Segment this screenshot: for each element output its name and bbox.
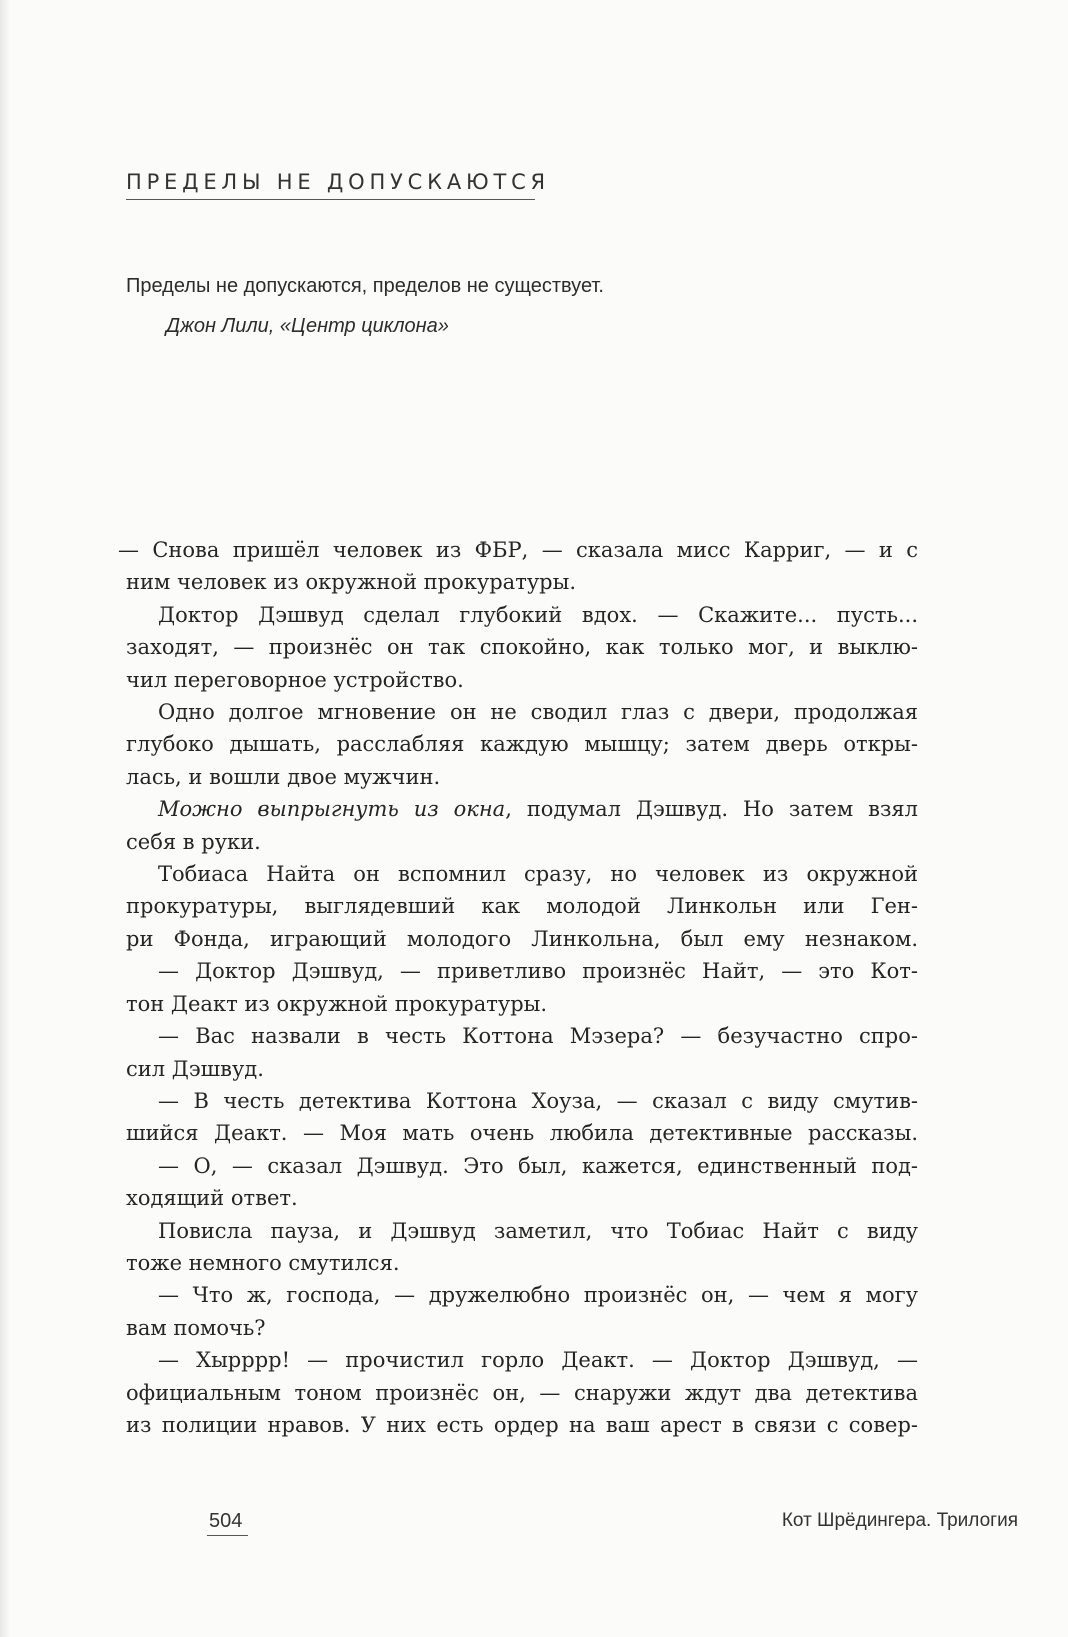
text-line: прокуратуры, выглядевший как молодой Линкольн или Ген- [126,894,918,919]
body-text [118,534,918,1441]
text-line: Тобиаса Найта он вспомнил сразу, но человек из окружной [158,862,918,887]
epigraph-attribution: Джон Лили, «Центр циклона» [166,315,449,337]
text-line: Одно долгое мгновение он не сводил глаз с двери, продолжая [158,700,918,725]
text-line: тон Деакт из окружной прокуратуры. [126,991,548,1016]
text-line: тоже немного смутился. [126,1250,400,1275]
text-line: — Вас назвали в честь Коттона Мэзера? — безучастно спро- [158,1024,918,1049]
text-line: ходящий ответ. [126,1186,298,1211]
text-line: шийся Деакт. — Моя мать очень любила детективные рассказы. [126,1121,918,1146]
epigraph-text: Пределы не допускаются, пределов не существует. [126,275,604,297]
text-line: заходят, — произнёс он так спокойно, как только мог, и выклю- [126,635,918,660]
text-line: лась, и вошли двое мужчин. [126,764,441,789]
text-line: вам помочь? [126,1315,266,1340]
text-line: Повисла пауза, и Дэшвуд заметил, что Тобиас Найт с виду [158,1218,918,1243]
chapter-title-underline [126,199,535,200]
text-line: из полиции нравов. У них есть ордер на ваш арест в связи с совер- [126,1412,918,1437]
text-line: Доктор Дэшвуд сделал глубокий вдох. — Скажите... пусть... [158,602,918,627]
running-footer-book-title: Кот Шрёдингера. Трилогия [781,1510,1018,1531]
chapter-title: ПРЕДЕЛЫ НЕ ДОПУСКАЮТСЯ [126,170,550,194]
text-line: — Снова пришёл человек из ФБР, — сказала мисс Карриг, — и с [118,538,918,562]
text-line: официальным тоном произнёс он, — снаружи ждут два детектива [126,1380,918,1405]
text-fragment: , подумал Дэшвуд. Но затем взял [505,797,919,822]
text-line: ри Фонда, играющий молодого Линкольна, был ему незнаком. [126,926,918,951]
text-line: себя в руки. [126,829,261,854]
page-number: 504 [209,1510,243,1532]
page-edge-shadow [0,0,10,1637]
text-line: сил Дэшвуд. [126,1056,264,1081]
page-number-underline [207,1535,248,1536]
text-line: — В честь детектива Коттона Хоуза, — сказал с виду смутив- [158,1088,918,1113]
text-line [118,793,918,825]
text-line: чил переговорное устройство. [126,667,464,692]
text-line: ним человек из окружной прокуратуры. [126,570,577,595]
text-line: — Хырррр! — прочистил горло Деакт. — Доктор Дэшвуд, — [158,1348,918,1373]
text-line: — Что ж, господа, — дружелюбно произнёс он, — чем я могу [158,1283,918,1308]
text-line: глубоко дышать, расслабляя каждую мышцу; затем дверь откры- [126,732,918,757]
italic-thought: Можно выпрыгнуть из окна [158,797,506,822]
text-line: — О, — сказал Дэшвуд. Это был, кажется, единственный под- [158,1153,918,1178]
text-line: — Доктор Дэшвуд, — приветливо произнёс Найт, — это Кот- [158,959,918,984]
